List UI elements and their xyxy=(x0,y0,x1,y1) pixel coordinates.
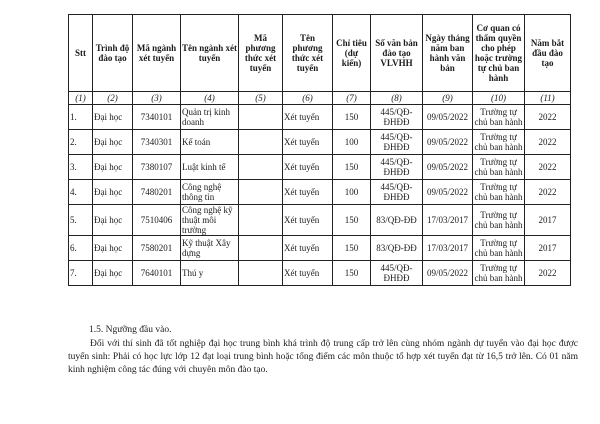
index-row xyxy=(69,92,571,105)
table-cell: 09/05/2022 xyxy=(423,155,473,180)
column-header: Cơ quan có thẩm quyền cho phép hoặc trường tự chủ ban hành xyxy=(473,15,525,92)
table-cell: 2017 xyxy=(525,236,571,261)
column-header: Năm bắt đầu đào tạo xyxy=(525,15,571,92)
table-cell: 2017 xyxy=(525,205,571,236)
column-header: Mã phương thức xét tuyển xyxy=(239,15,283,92)
table-cell: 7340101 xyxy=(133,105,181,130)
column-header: Chỉ tiêu (dự kiến) xyxy=(333,15,371,92)
table-cell: Thú y xyxy=(181,261,239,286)
table-row xyxy=(69,155,571,180)
table-cell: Xét tuyển xyxy=(283,130,333,155)
table-cell: Kế toán xyxy=(181,130,239,155)
column-index: (3) xyxy=(133,92,181,105)
table-cell: Xét tuyển xyxy=(283,261,333,286)
table-row xyxy=(69,236,571,261)
table-cell: Xét tuyển xyxy=(283,105,333,130)
column-header: Stt xyxy=(69,15,93,92)
column-index: (9) xyxy=(423,92,473,105)
table-cell: 445/QĐ-ĐHĐĐ xyxy=(371,180,423,205)
column-header: Mã ngành xét tuyển xyxy=(133,15,181,92)
table-row xyxy=(69,180,571,205)
column-header: Tên ngành xét tuyển xyxy=(181,15,239,92)
table-cell: Luật kinh tế xyxy=(181,155,239,180)
table-cell: 445/QĐ-ĐHĐĐ xyxy=(371,155,423,180)
column-index: (10) xyxy=(473,92,525,105)
table-cell: Trường tự chủ ban hành xyxy=(473,205,525,236)
column-index: (5) xyxy=(239,92,283,105)
section-body: Đối với thí sinh đã tốt nghiệp đại học trung bình khá trình độ trung cấp trở lên cùng nhóm ngành dự tuyển vào đại học được tuyển sinh: Phải có học lực lớp 12 đạt loại trung bình hoặc tổng điểm các môn thuộc tổ hợp xét tuyển đạt từ 16,5 trở lên. Có 01 năm kinh nghiệm công tác đúng với chuyên môn đào tạo. xyxy=(68,339,578,375)
table-cell: Kỹ thuật Xây dựng xyxy=(181,236,239,261)
column-header: Tên phương thức xét tuyển xyxy=(283,15,333,92)
table-cell: Xét tuyển xyxy=(283,180,333,205)
table-cell: Đại học xyxy=(93,105,133,130)
table-cell: 2022 xyxy=(525,130,571,155)
table-cell: 09/05/2022 xyxy=(423,261,473,286)
table-cell xyxy=(239,130,283,155)
table-cell: Trường tự chủ ban hành xyxy=(473,130,525,155)
column-index: (11) xyxy=(525,92,571,105)
table-cell: 2022 xyxy=(525,105,571,130)
table-cell: 7510406 xyxy=(133,205,181,236)
table-cell: 100 xyxy=(333,180,371,205)
table-cell xyxy=(239,155,283,180)
admissions-table xyxy=(68,14,571,286)
table-cell: 7580201 xyxy=(133,236,181,261)
table-cell: 445/QĐ-ĐHĐĐ xyxy=(371,130,423,155)
section-heading: 1.5. Ngưỡng đầu vào. xyxy=(89,325,172,335)
table-row xyxy=(69,105,571,130)
table-row xyxy=(69,205,571,236)
table-cell: 7. xyxy=(69,261,93,286)
table-cell: 150 xyxy=(333,261,371,286)
table-cell: Đại học xyxy=(93,180,133,205)
column-index: (1) xyxy=(69,92,93,105)
table-cell: Đại học xyxy=(93,261,133,286)
table-cell: 150 xyxy=(333,155,371,180)
table-cell: 4. xyxy=(69,180,93,205)
table-cell: 150 xyxy=(333,105,371,130)
column-index: (4) xyxy=(181,92,239,105)
table-cell: Xét tuyển xyxy=(283,155,333,180)
table-cell: 445/QĐ-ĐHĐĐ xyxy=(371,261,423,286)
table-cell: 2. xyxy=(69,130,93,155)
table-cell: Trường tự chủ ban hành xyxy=(473,236,525,261)
table-cell: Trường tự chủ ban hành xyxy=(473,180,525,205)
header-row xyxy=(69,15,571,92)
table-cell: 09/05/2022 xyxy=(423,130,473,155)
table-cell: Xét tuyển xyxy=(283,205,333,236)
table-cell: Trường tự chủ ban hành xyxy=(473,261,525,286)
column-header: Số văn bản đào tạo VLVHH xyxy=(371,15,423,92)
table-cell: 7380107 xyxy=(133,155,181,180)
table-cell: 17/03/2017 xyxy=(423,236,473,261)
table-cell: 09/05/2022 xyxy=(423,180,473,205)
column-index: (6) xyxy=(283,92,333,105)
table-cell: Công nghệ thông tin xyxy=(181,180,239,205)
table-cell: Đại học xyxy=(93,155,133,180)
table-cell xyxy=(239,236,283,261)
column-header: Trình độ đào tạo xyxy=(93,15,133,92)
table-cell: Công nghệ kỹ thuật môi trường xyxy=(181,205,239,236)
table-cell: 83/QĐ-ĐĐ xyxy=(371,236,423,261)
table-cell: 7640101 xyxy=(133,261,181,286)
table-cell: 2022 xyxy=(525,155,571,180)
table-cell: 6. xyxy=(69,236,93,261)
column-index: (2) xyxy=(93,92,133,105)
table-cell: 17/03/2017 xyxy=(423,205,473,236)
table-cell: Trường tự chủ ban hành xyxy=(473,105,525,130)
column-index: (8) xyxy=(371,92,423,105)
table-cell: Xét tuyển xyxy=(283,236,333,261)
table-row xyxy=(69,261,571,286)
table-cell: 2022 xyxy=(525,261,571,286)
table-cell: 2022 xyxy=(525,180,571,205)
table-cell: 09/05/2022 xyxy=(423,105,473,130)
table-row xyxy=(69,130,571,155)
table-cell: Đại học xyxy=(93,130,133,155)
table-cell: 3. xyxy=(69,155,93,180)
table-cell xyxy=(239,105,283,130)
table-cell: 83/QĐ-ĐĐ xyxy=(371,205,423,236)
table-cell: 445/QĐ-ĐHĐĐ xyxy=(371,105,423,130)
table-cell: 5. xyxy=(69,205,93,236)
table-cell: Quản trị kinh doanh xyxy=(181,105,239,130)
table-cell: 7480201 xyxy=(133,180,181,205)
table-cell: 150 xyxy=(333,236,371,261)
column-index: (7) xyxy=(333,92,371,105)
table-cell: 150 xyxy=(333,205,371,236)
table-cell: Trường tự chủ ban hành xyxy=(473,155,525,180)
column-header: Ngày tháng năm ban hành văn bản xyxy=(423,15,473,92)
table-cell: Đại học xyxy=(93,236,133,261)
table-cell: 7340301 xyxy=(133,130,181,155)
table-cell xyxy=(239,180,283,205)
table-cell: 100 xyxy=(333,130,371,155)
table-cell xyxy=(239,261,283,286)
table-cell: Đại học xyxy=(93,205,133,236)
table-cell xyxy=(239,205,283,236)
table-cell: 1. xyxy=(69,105,93,130)
